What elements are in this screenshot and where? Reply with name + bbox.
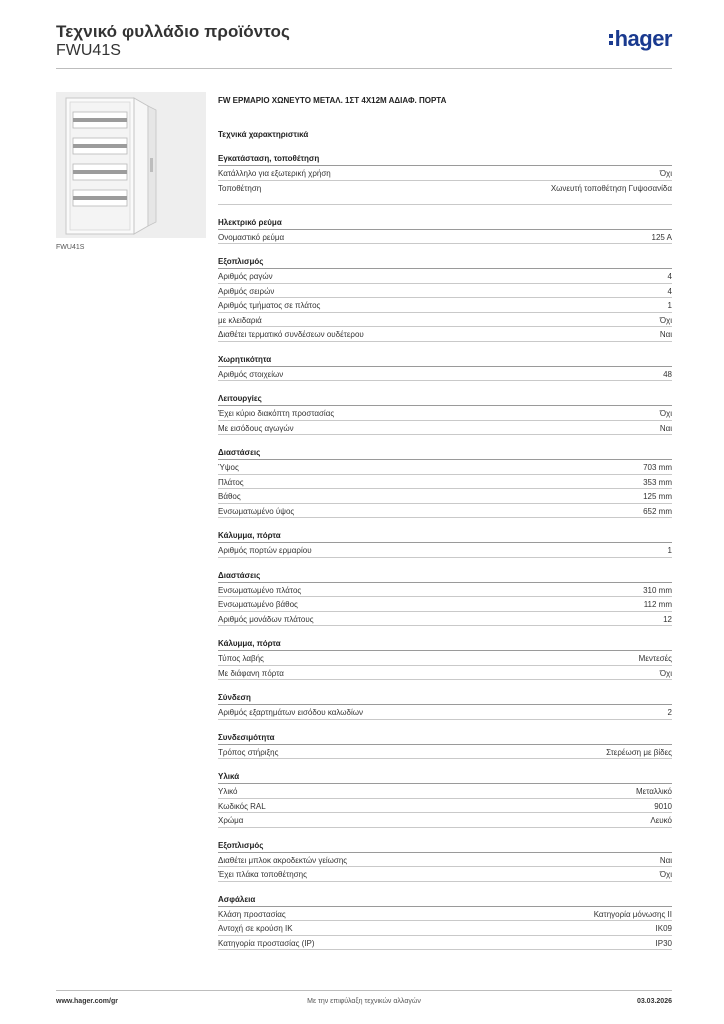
spec-label: Αριθμός στοιχείων (218, 369, 284, 379)
spec-value: 9010 (654, 801, 672, 811)
spec-row (218, 907, 672, 922)
header-divider (56, 68, 672, 69)
spec-row (218, 745, 672, 760)
spec-row (218, 784, 672, 799)
spec-row (218, 489, 672, 504)
spec-group (218, 638, 672, 680)
spec-value: 4 (667, 286, 672, 296)
spec-row (218, 166, 672, 181)
spec-group-title: Εξοπλισμός (218, 840, 672, 853)
spec-group-title: Συνδεσιμότητα (218, 732, 672, 745)
spec-group-title: Διαστάσεις (218, 570, 672, 583)
spec-group (218, 393, 672, 435)
spec-row (218, 230, 672, 245)
spec-row (218, 651, 672, 666)
spec-group-title: Ασφάλεια (218, 894, 672, 907)
spec-value: 12 (663, 614, 672, 624)
spec-value: 353 mm (643, 477, 672, 487)
spec-group (218, 894, 672, 951)
spec-value: IK09 (655, 924, 672, 933)
spec-label: Αριθμός πορτών ερμαρίου (218, 546, 312, 555)
footer-website: www.hager.com/gr (56, 998, 118, 1005)
spec-group (218, 447, 672, 518)
spec-value: 112 mm (643, 600, 672, 609)
spec-label: Κατηγορία προστασίας (IP) (218, 938, 315, 948)
specs-heading: Τεχνικά χαρακτηριστικά (218, 130, 309, 139)
spec-group-title: Εξοπλισμός (218, 256, 672, 269)
spec-group-title: Διαστάσεις (218, 447, 672, 460)
spec-row (218, 298, 672, 313)
spec-value: Ναι (659, 855, 672, 865)
spec-label: Ενσωματωμένο ύψος (218, 506, 295, 516)
spec-value: 125 mm (643, 492, 672, 501)
spec-row (218, 543, 672, 558)
spec-row (218, 867, 672, 882)
spec-group (218, 530, 672, 558)
spec-row (218, 813, 672, 828)
spec-value: 48 (663, 369, 672, 379)
logo-text: hager (614, 26, 672, 51)
spec-value: 310 mm (643, 585, 672, 595)
spec-row (218, 705, 672, 720)
spec-value: Χωνευτή τοποθέτηση Γυψοσανίδα (550, 183, 672, 193)
spec-row (218, 583, 672, 598)
spec-row (218, 666, 672, 681)
spec-label: Κατάλληλο για εξωτερική χρήση (218, 169, 331, 178)
spec-label: Έχει κύριο διακόπτη προστασίας (218, 409, 335, 418)
spec-groups (218, 153, 672, 950)
spec-row (218, 181, 672, 205)
spec-group (218, 153, 672, 205)
spec-group-title: Κάλυμμα, πόρτα (218, 638, 672, 651)
spec-label: Διαθέτει τερματικό συνδέσεων ουδέτερου (218, 330, 364, 339)
product-name: FW ΕΡΜΑΡΙΟ ΧΩΝΕΥΤΟ ΜΕΤΑΛ. 1ΣΤ 4Χ12Μ ΑΔΙΑΦ. ΠΟΡΤΑ (218, 96, 447, 105)
spec-group (218, 570, 672, 627)
spec-group (218, 732, 672, 760)
spec-label: Αριθμός σειρών (218, 286, 275, 296)
footer-disclaimer: Με την επιφύλαξη τεχνικών αλλαγών (307, 998, 421, 1005)
spec-row (218, 504, 672, 519)
spec-label: Αντοχή σε κρούση IK (218, 924, 293, 933)
spec-label: Τρόπος στήριξης (218, 747, 279, 757)
spec-row (218, 853, 672, 868)
spec-value: Ναι (659, 330, 672, 339)
spec-label: Ονομαστικό ρεύμα (218, 232, 285, 242)
spec-group (218, 840, 672, 882)
spec-value: 1 (667, 546, 672, 555)
spec-label: Με διάφανη πόρτα (218, 668, 284, 678)
spec-row (218, 313, 672, 328)
footer-date: 03.03.2026 (636, 998, 672, 1005)
spec-row (218, 936, 672, 951)
spec-label: Υλικό (218, 787, 238, 796)
spec-value: Όχι (659, 409, 672, 418)
spec-value: Στερέωση με βίδες (606, 747, 672, 757)
spec-label: Αριθμός εξαρτημάτων εισόδου καλωδίων (218, 708, 363, 717)
spec-value: 703 mm (643, 463, 672, 472)
spec-label: Ύψος (218, 463, 239, 472)
spec-content (218, 96, 672, 962)
spec-group (218, 771, 672, 828)
hager-logo (609, 28, 672, 50)
spec-group (218, 217, 672, 245)
spec-value: Λευκό (650, 816, 672, 825)
spec-label: Πλάτος (218, 477, 244, 487)
spec-label: Αριθμός ραγών (218, 272, 273, 281)
spec-label: Βάθος (218, 492, 241, 501)
spec-value: 4 (667, 272, 672, 281)
spec-row (218, 612, 672, 627)
spec-group (218, 692, 672, 720)
spec-value: 2 (667, 708, 672, 717)
spec-label: Έχει πλάκα τοποθέτησης (218, 870, 307, 879)
spec-label: Χρώμα (218, 816, 244, 825)
cabinet-illustration (56, 92, 206, 238)
spec-label: Αριθμός μονάδων πλάτους (218, 614, 314, 624)
spec-label: Τοποθέτηση (218, 183, 262, 193)
spec-value: Όχι (659, 870, 672, 879)
spec-value: 652 mm (643, 506, 672, 516)
document-title: Τεχνικό φυλλάδιο προϊόντος (56, 22, 290, 41)
image-caption: FWU41S (56, 244, 85, 251)
spec-row (218, 421, 672, 436)
spec-row (218, 406, 672, 421)
spec-value: Όχι (659, 169, 672, 178)
page-footer (56, 998, 672, 1008)
spec-group-title: Λειτουργίες (218, 393, 672, 406)
spec-group-title: Σύνδεση (218, 692, 672, 705)
spec-row (218, 269, 672, 284)
spec-row (218, 284, 672, 299)
spec-value: Κατηγορία μόνωσης II (593, 909, 672, 919)
spec-label: Ενσωματωμένο πλάτος (218, 585, 302, 595)
spec-label: Τύπος λαβής (218, 654, 264, 663)
page-header (56, 22, 672, 68)
spec-group-title: Ηλεκτρικό ρεύμα (218, 217, 672, 230)
spec-label: Διαθέτει μπλοκ ακροδεκτών γείωσης (218, 855, 348, 865)
product-code: FWU41S (56, 42, 121, 59)
spec-label: Κλάση προστασίας (218, 909, 286, 919)
spec-value: Μεντεσές (638, 654, 672, 663)
spec-label: Αριθμός τμήματος σε πλάτος (218, 301, 321, 310)
spec-group (218, 256, 672, 342)
spec-label: Κωδικός RAL (218, 801, 266, 811)
spec-value: Όχι (659, 315, 672, 325)
spec-row (218, 460, 672, 475)
spec-group-title: Υλικά (218, 771, 672, 784)
spec-value: Όχι (659, 668, 672, 678)
spec-value: 1 (667, 301, 672, 310)
spec-value: 125 A (651, 232, 672, 242)
spec-row (218, 367, 672, 382)
logo-dots-icon (609, 34, 613, 45)
spec-group-title: Κάλυμμα, πόρτα (218, 530, 672, 543)
spec-group-title: Χωρητικότητα (218, 354, 672, 367)
spec-row (218, 327, 672, 342)
spec-row (218, 921, 672, 936)
spec-row (218, 475, 672, 490)
electrical-cabinet-image (56, 92, 206, 238)
spec-value: Μεταλλικό (635, 787, 672, 796)
spec-row (218, 799, 672, 814)
spec-row (218, 597, 672, 612)
spec-value: Ναι (659, 423, 672, 433)
spec-label: Ενσωματωμένο βάθος (218, 600, 298, 609)
spec-group (218, 354, 672, 382)
spec-label: Με εισόδους αγωγών (218, 423, 294, 433)
footer-divider (56, 990, 672, 991)
spec-value: IP30 (655, 938, 672, 948)
spec-label: με κλειδαριά (218, 315, 262, 325)
spec-group-title: Εγκατάσταση, τοποθέτηση (218, 153, 672, 166)
